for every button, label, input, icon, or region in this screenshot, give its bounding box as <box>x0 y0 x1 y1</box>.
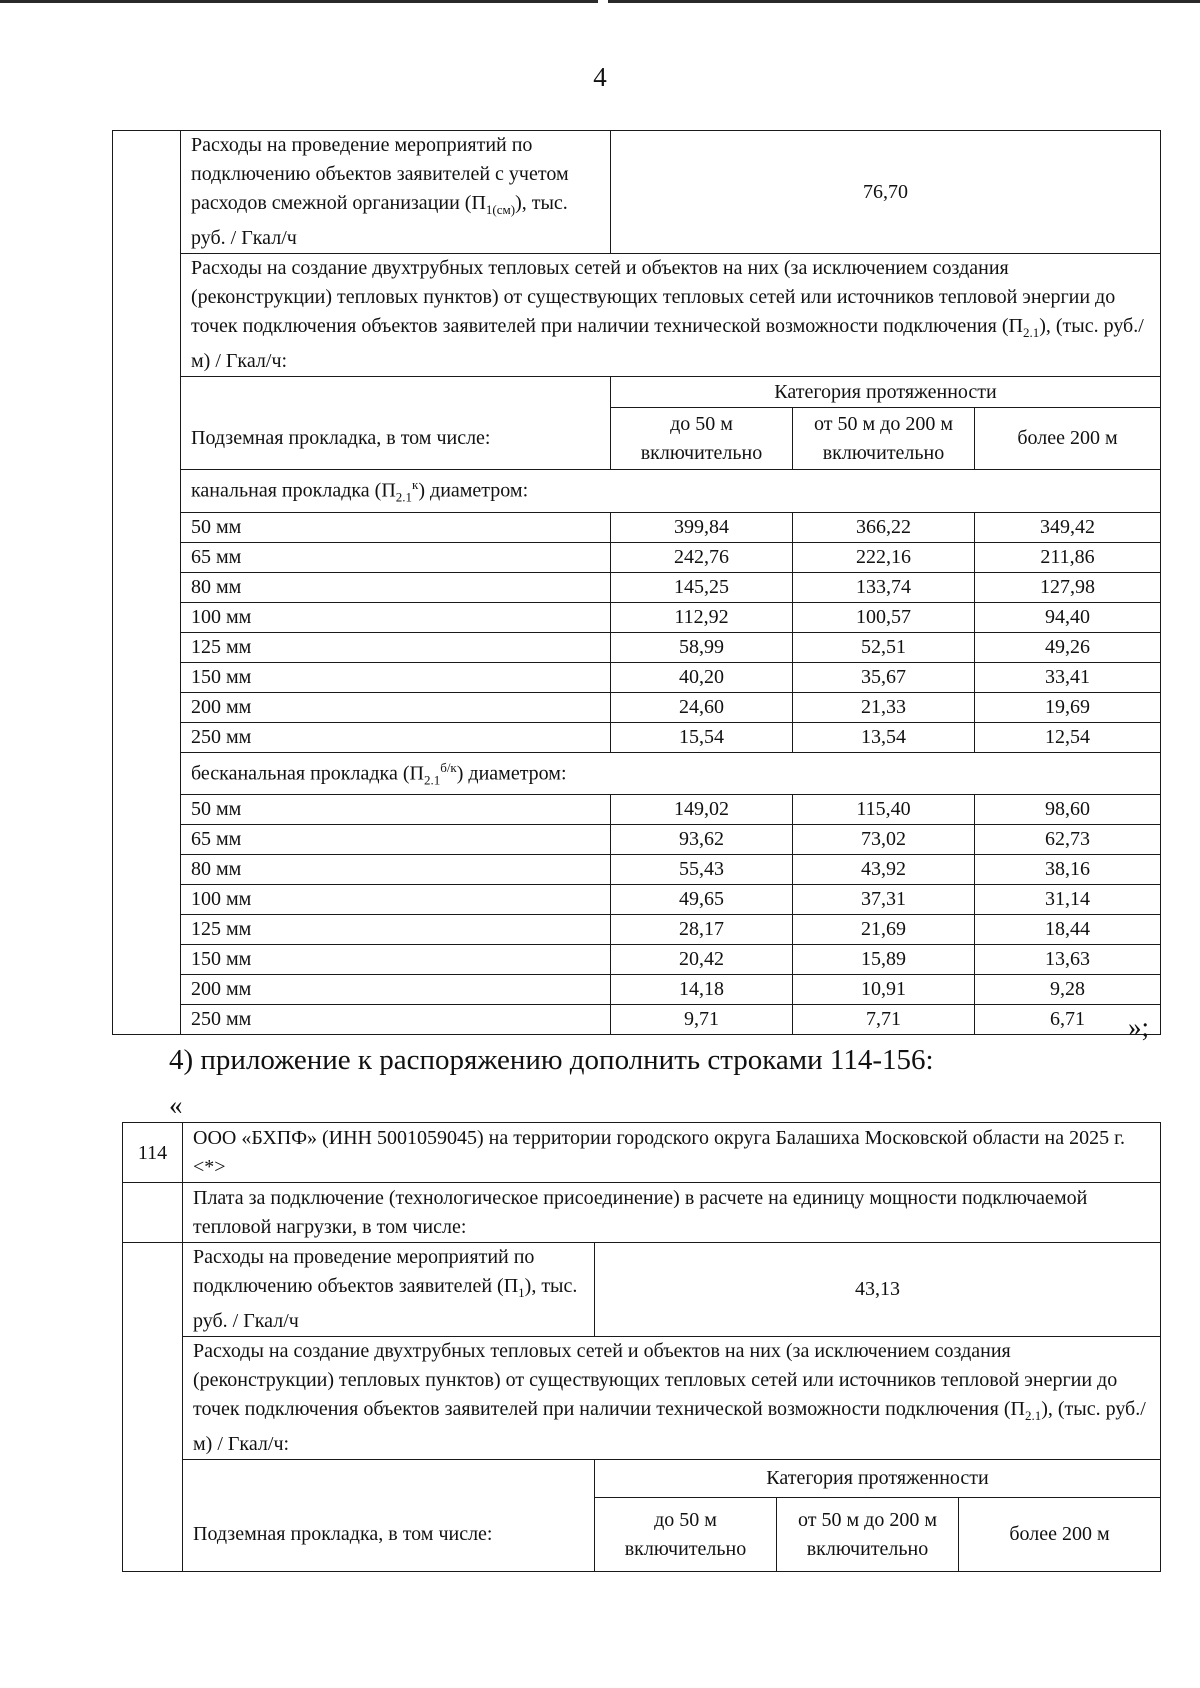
value-50-to-200: 73,02 <box>793 825 975 855</box>
p21-cell-114 <box>183 1337 1161 1460</box>
category-header: Категория протяженности <box>611 377 1161 408</box>
table-row <box>113 795 1161 825</box>
table-row <box>113 602 1161 632</box>
diameter-cell: 200 мм <box>181 692 611 722</box>
table-row <box>113 512 1161 542</box>
p21-tail-114: ), (тыс. руб./м) / Гкал/ч: <box>193 1398 1146 1455</box>
underground-label: Подземная прокладка, в том числе: <box>181 377 611 470</box>
underground-label-114: Подземная прокладка, в том числе: <box>183 1460 595 1572</box>
table-row <box>113 975 1161 1005</box>
value-50-to-200: 43,92 <box>793 855 975 885</box>
p21-text: Расходы на создание двухтрубных тепловых сетей и объектов на них (за исключением создания (реконструкции) тепловых пунктов) от существующих тепловых сетей или источников тепловой энергии до точек подключения объектов заявителей при наличии технической возможности подключения ( <box>191 257 1116 337</box>
value-50-to-200: 133,74 <box>793 572 975 602</box>
value-over-200: 62,73 <box>975 825 1161 855</box>
value-up-to-50: 145,25 <box>611 572 793 602</box>
value-50-to-200: 366,22 <box>793 512 975 542</box>
value-over-200: 13,63 <box>975 945 1161 975</box>
value-50-to-200: 52,51 <box>793 632 975 662</box>
value-50-to-200: 10,91 <box>793 975 975 1005</box>
p1-value: 76,70 <box>611 131 1161 254</box>
value-50-to-200: 35,67 <box>793 662 975 692</box>
value-50-to-200: 115,40 <box>793 795 975 825</box>
p21-tail: ), (тыс. руб./м) / Гкал/ч: <box>191 315 1144 372</box>
diameter-cell: 50 мм <box>181 795 611 825</box>
value-up-to-50: 93,62 <box>611 825 793 855</box>
table-row <box>113 692 1161 722</box>
value-up-to-50: 58,99 <box>611 632 793 662</box>
channelless-label-sub: 2.1 <box>423 772 441 788</box>
value-50-to-200: 15,89 <box>793 945 975 975</box>
value-up-to-50: 55,43 <box>611 855 793 885</box>
value-up-to-50: 9,71 <box>611 1005 793 1035</box>
table-row <box>113 572 1161 602</box>
table-row <box>113 1005 1161 1035</box>
diameter-cell: 250 мм <box>181 1005 611 1035</box>
p1-subscript: 1(см) <box>485 202 516 217</box>
value-up-to-50: 15,54 <box>611 722 793 752</box>
value-up-to-50: 28,17 <box>611 915 793 945</box>
p21-subscript-114: 2.1 <box>1024 1408 1042 1423</box>
table-row <box>113 542 1161 572</box>
value-over-200: 211,86 <box>975 542 1161 572</box>
p1-label-text-114: Расходы на проведение мероприятий по подключению объектов заявителей ( <box>193 1246 535 1297</box>
value-up-to-50: 14,18 <box>611 975 793 1005</box>
col-up-to-50-114: до 50 м включительно <box>595 1498 777 1572</box>
value-over-200: 49,26 <box>975 632 1161 662</box>
p21-subscript: 2.1 <box>1022 325 1040 340</box>
value-up-to-50: 20,42 <box>611 945 793 975</box>
value-up-to-50: 112,92 <box>611 602 793 632</box>
p1-value-114: 43,13 <box>595 1243 1161 1337</box>
value-up-to-50: 242,76 <box>611 542 793 572</box>
diameter-cell: 200 мм <box>181 975 611 1005</box>
diameter-cell: 150 мм <box>181 662 611 692</box>
col-over-200-114: более 200 м <box>959 1498 1161 1572</box>
value-50-to-200: 37,31 <box>793 885 975 915</box>
diameter-cell: 125 мм <box>181 915 611 945</box>
channelless-section-row <box>113 752 1161 795</box>
value-over-200: 38,16 <box>975 855 1161 885</box>
channel-section-row <box>113 470 1161 513</box>
col-over-200: более 200 м <box>975 408 1161 470</box>
value-over-200: 98,60 <box>975 795 1161 825</box>
fee-row <box>123 1183 1161 1243</box>
category-row-114 <box>123 1460 1161 1498</box>
p1-label-cell: Расходы на проведение мероприятий по подключению объектов заявителей с учетом расходов смежной организации $(П_{1(см)})$, тыс. руб. / Гкал/ч <box>181 131 611 254</box>
diameter-cell: 65 мм <box>181 542 611 572</box>
channelless-section-label <box>181 752 1161 795</box>
p1-label-cell-114 <box>183 1243 595 1337</box>
table-row <box>113 885 1161 915</box>
tariff-table-continued <box>112 130 1161 1035</box>
channel-label-sup: к <box>412 477 419 492</box>
value-50-to-200: 21,33 <box>793 692 975 722</box>
diameter-cell: 50 мм <box>181 512 611 542</box>
value-over-200: 12,54 <box>975 722 1161 752</box>
value-up-to-50: 49,65 <box>611 885 793 915</box>
closing-quote: »; <box>1128 1012 1150 1042</box>
org-row <box>123 1123 1161 1183</box>
p21-symbol: П <box>1008 315 1023 337</box>
value-over-200: 19,69 <box>975 692 1161 722</box>
number-cell <box>113 131 181 1035</box>
item-4-heading: 4) приложение к распоряжению дополнить строками 114-156: <box>169 1044 934 1076</box>
col-50-to-200-114: от 50 м до 200 м включительно <box>777 1498 959 1572</box>
value-50-to-200: 100,57 <box>793 602 975 632</box>
value-over-200: 33,41 <box>975 662 1161 692</box>
table-row <box>113 915 1161 945</box>
p1-symbol: П <box>471 192 486 214</box>
channelless-label-post: ) диаметром: <box>456 762 567 785</box>
diameter-cell: 100 мм <box>181 602 611 632</box>
value-over-200: 18,44 <box>975 915 1161 945</box>
scan-edge-gap <box>598 0 608 3</box>
value-up-to-50: 24,60 <box>611 692 793 722</box>
value-over-200: 127,98 <box>975 572 1161 602</box>
diameter-cell: 80 мм <box>181 855 611 885</box>
value-50-to-200: 7,71 <box>793 1005 975 1035</box>
category-header-114: Категория протяженности <box>595 1460 1161 1498</box>
col-50-to-200: от 50 м до 200 м включительно <box>793 408 975 470</box>
p1-symbol-114: П <box>503 1275 519 1297</box>
p21-row <box>113 254 1161 377</box>
p21-row-114 <box>123 1337 1161 1460</box>
value-over-200: 94,40 <box>975 602 1161 632</box>
tariff-table-row-114 <box>122 1122 1161 1572</box>
channelless-label-pre: бесканальная прокладка (П <box>191 762 424 785</box>
value-up-to-50: 149,02 <box>611 795 793 825</box>
value-over-200: 6,71 <box>975 1005 1161 1035</box>
p1-label-text: Расходы на проведение мероприятий по подключению объектов заявителей с учетом расходов смежной организации <box>191 134 569 214</box>
diameter-cell: 250 мм <box>181 722 611 752</box>
diameter-cell: 80 мм <box>181 572 611 602</box>
channel-section-label <box>181 470 1161 513</box>
channel-label-pre: канальная прокладка (П <box>191 479 396 502</box>
table-row <box>113 825 1161 855</box>
diameter-cell: 125 мм <box>181 632 611 662</box>
value-50-to-200: 21,69 <box>793 915 975 945</box>
diameter-cell: 150 мм <box>181 945 611 975</box>
table-row <box>113 662 1161 692</box>
p21-cell <box>181 254 1161 377</box>
p21-text-114: Расходы на создание двухтрубных тепловых сетей и объектов на них (за исключением создания (реконструкции) тепловых пунктов) от существующих тепловых сетей или источников тепловой энергии до точек подключения объектов заявителей при наличии технической возможности подключения ( <box>193 1340 1118 1420</box>
empty-number-cell <box>123 1183 183 1243</box>
value-up-to-50: 399,84 <box>611 512 793 542</box>
empty-number-cell-2 <box>123 1243 183 1572</box>
diameter-cell: 100 мм <box>181 885 611 915</box>
table-row <box>113 632 1161 662</box>
channel-label-post: ) диаметром: <box>418 479 529 502</box>
p1-unit: ), тыс. руб. / Гкал/ч <box>191 192 568 249</box>
p1-unit-114: ), тыс. руб. / Гкал/ч <box>193 1275 578 1332</box>
col-up-to-50: до 50 м включительно <box>611 408 793 470</box>
channel-label-sub: 2.1 <box>395 489 413 505</box>
table-row <box>113 855 1161 885</box>
row-number: 114 <box>123 1123 183 1183</box>
diameter-cell: 65 мм <box>181 825 611 855</box>
p1-subscript-114: 1 <box>518 1285 525 1300</box>
table-row <box>113 722 1161 752</box>
table-row <box>113 945 1161 975</box>
p1-row <box>113 131 1161 254</box>
value-over-200: 349,42 <box>975 512 1161 542</box>
value-over-200: 9,28 <box>975 975 1161 1005</box>
org-text: ООО «БХПФ» (ИНН 5001059045) на территории городского округа Балашиха Московской области на 2025 г. <*> <box>183 1123 1161 1183</box>
opening-quote: « <box>169 1090 183 1120</box>
p21-symbol-114: П <box>1010 1398 1025 1420</box>
value-50-to-200: 13,54 <box>793 722 975 752</box>
page-number: 4 <box>593 62 607 92</box>
value-up-to-50: 40,20 <box>611 662 793 692</box>
p1-row-114 <box>123 1243 1161 1337</box>
value-50-to-200: 222,16 <box>793 542 975 572</box>
channelless-label-sup: б/к <box>440 759 457 775</box>
value-over-200: 31,14 <box>975 885 1161 915</box>
category-row <box>113 377 1161 408</box>
fee-text: Плата за подключение (технологическое присоединение) в расчете на единицу мощности подключаемой тепловой нагрузки, в том числе: <box>183 1183 1161 1243</box>
